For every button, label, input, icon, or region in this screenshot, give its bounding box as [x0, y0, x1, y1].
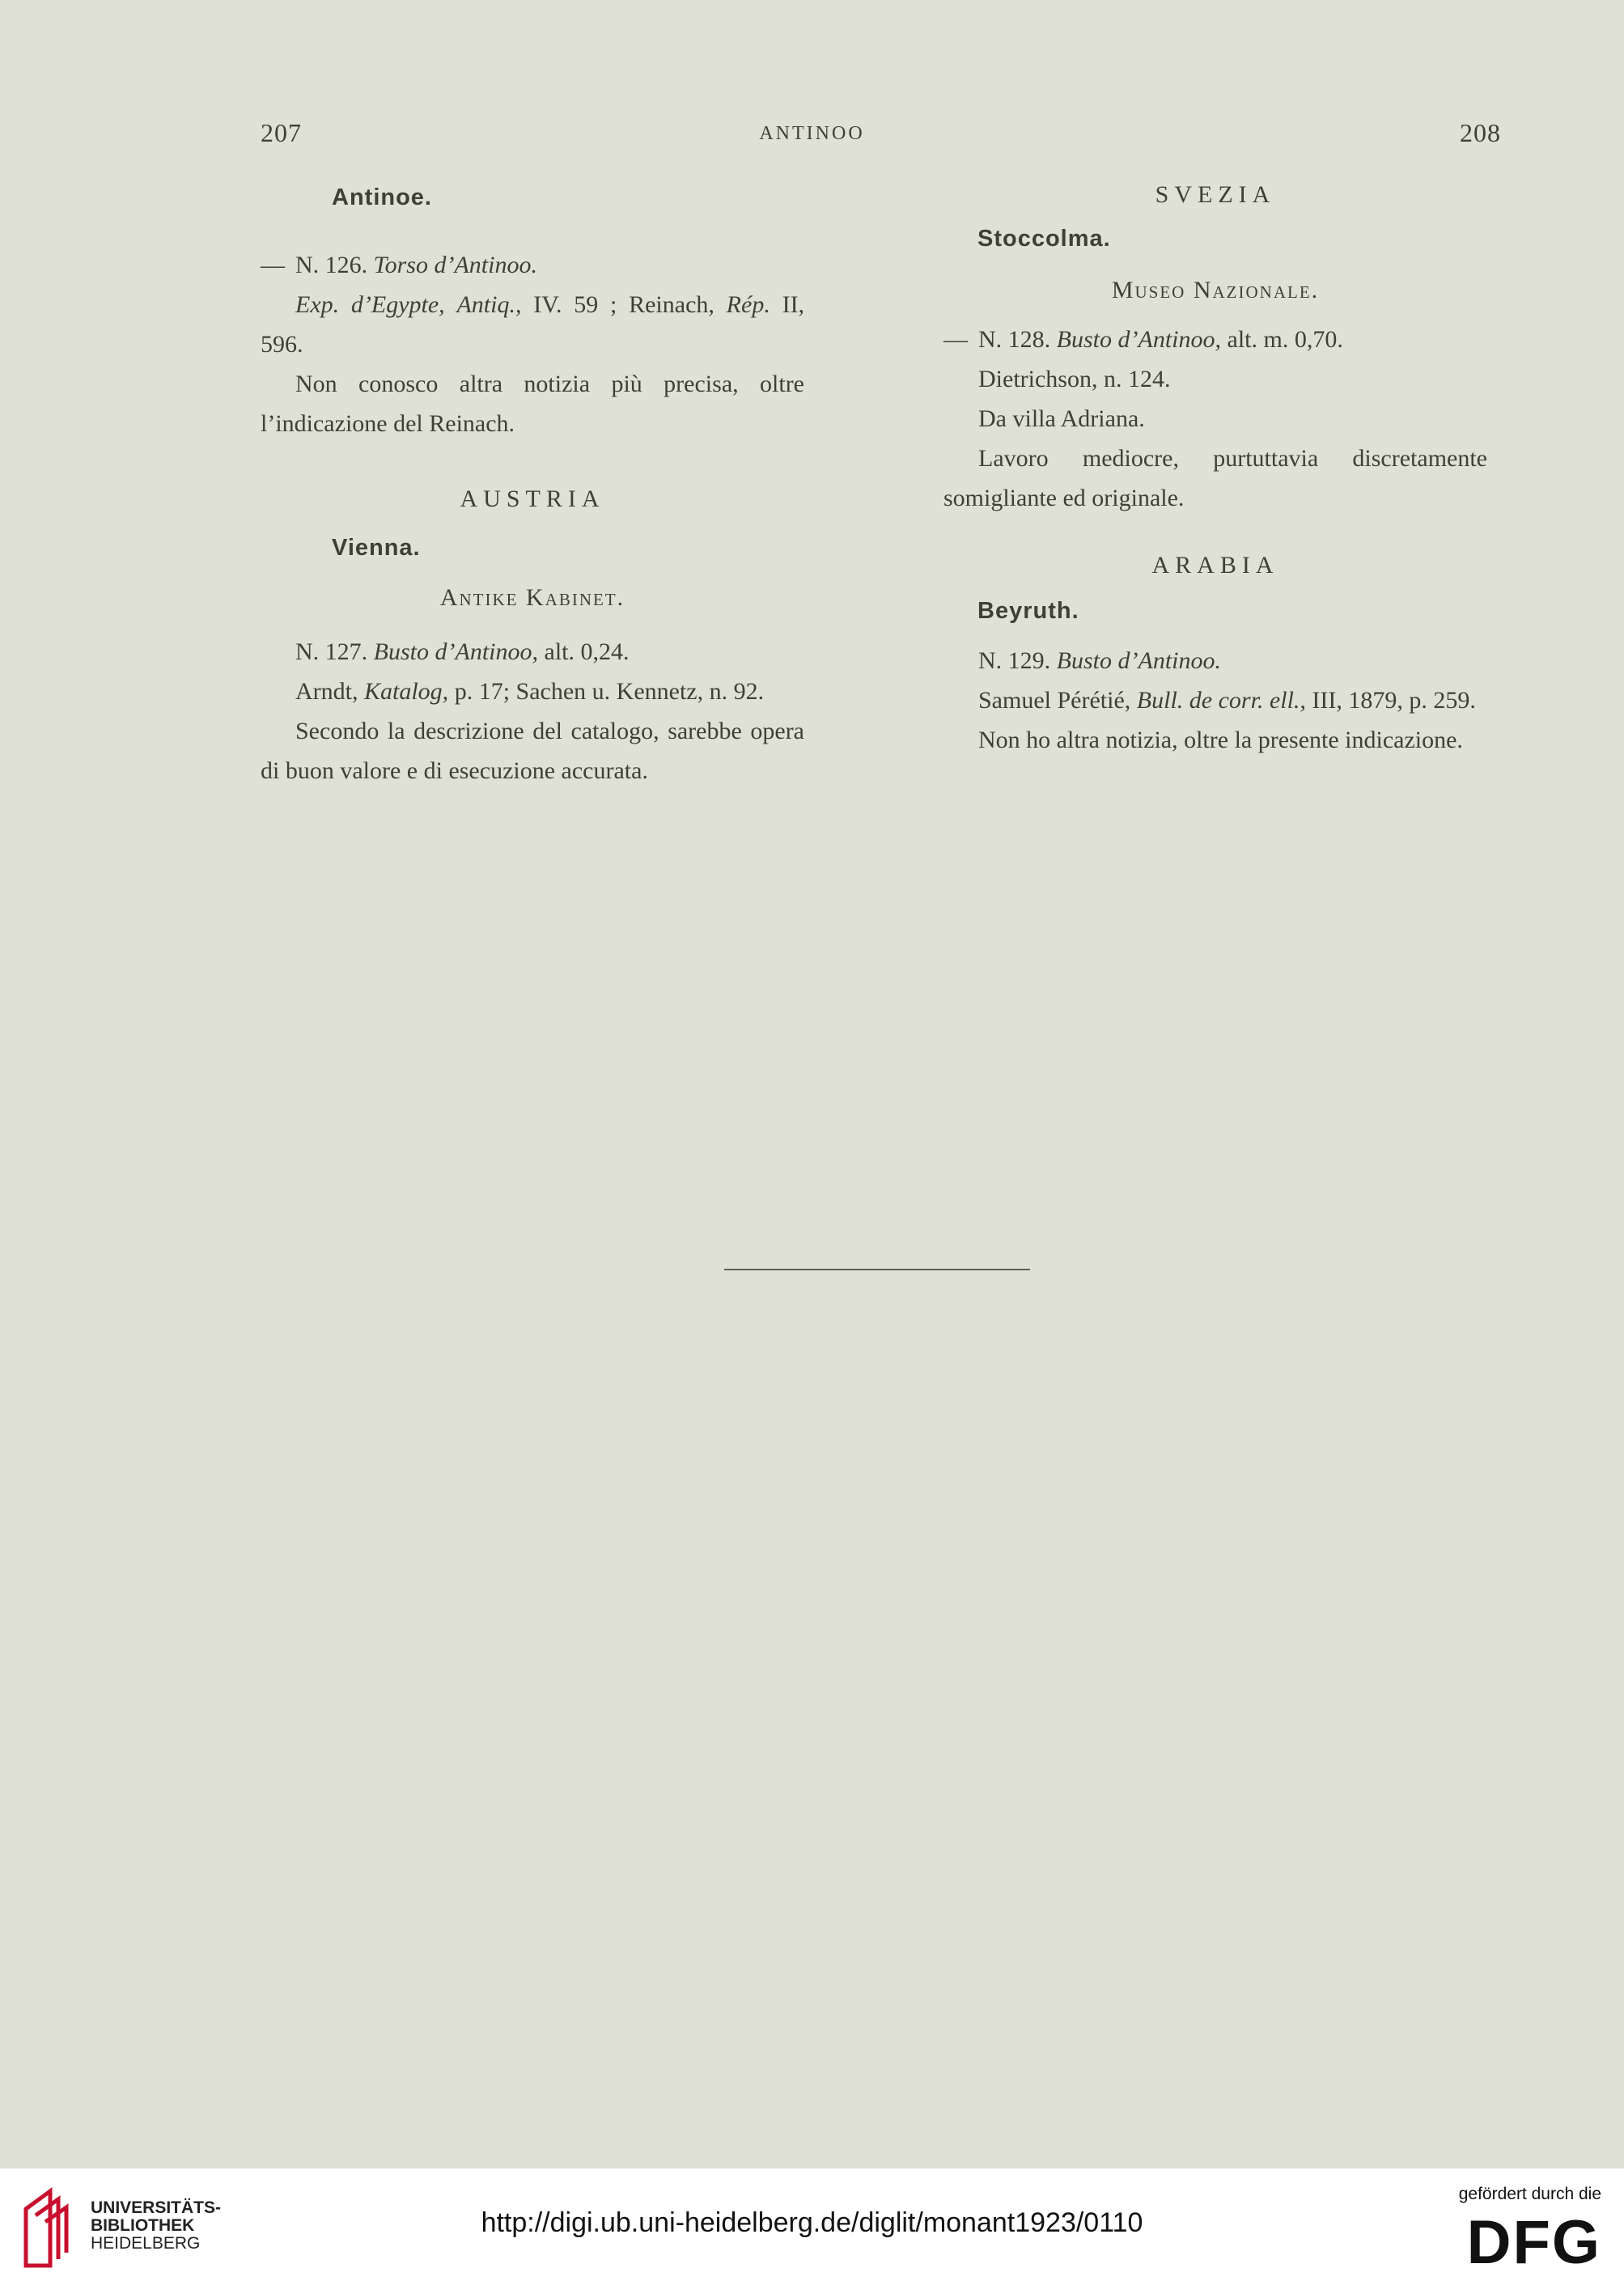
funded-by-label: gefördert durch die — [1458, 2185, 1601, 2203]
country-heading: SVEZIA — [1155, 181, 1276, 208]
entry-title: Torso d’Antinoo. — [373, 252, 537, 278]
ref-detail: II, 596. — [261, 291, 805, 358]
running-title: ANTINOO — [759, 123, 865, 144]
entry-title: Busto d’Antinoo, — [373, 638, 538, 665]
entry-dash: — — [261, 252, 285, 278]
entry-128-line — [943, 320, 1487, 359]
library-name-line: UNIVERSITÄTS- — [91, 2198, 222, 2217]
museum-heading: Antike Kabinet. — [439, 584, 625, 611]
country-heading: ARABIA — [1151, 552, 1279, 579]
entry-title: Busto d’Antinoo, — [1056, 326, 1221, 353]
end-rule — [724, 1269, 1030, 1270]
footer-bar — [0, 2168, 1624, 2285]
entry-127-note: Secondo la descrizione del catalogo, sarebbe opera di buon valore e di esecuzione accurata. — [261, 718, 804, 784]
library-name-line: BIBLIOTHEK — [91, 2216, 195, 2235]
entry-126-line — [261, 245, 804, 285]
entry-number: N. 129. — [978, 647, 1051, 674]
right-page-number: 208 — [1460, 118, 1501, 147]
entry-126-reference — [261, 285, 804, 364]
ref-detail: III, 1879, p. 259. — [1312, 687, 1476, 714]
permalink-url[interactable]: http://digi.ub.uni-heidelberg.de/diglit/monant1923/0110 — [481, 2207, 1143, 2238]
entry-number: N. 126. — [295, 252, 368, 278]
ref-work: Bull. de corr. ell., — [1136, 687, 1306, 714]
entry-128-note: Lavoro mediocre, purtuttavia discretamente somigliante ed originale. — [943, 445, 1487, 511]
left-page-number: 207 — [261, 118, 302, 147]
place-heading: Antinoe. — [332, 184, 432, 210]
dfg-logo: DFG — [1466, 2208, 1601, 2277]
entry-129-line — [943, 641, 1487, 680]
place-heading: Vienna. — [332, 535, 421, 561]
entry-129-reference — [943, 680, 1487, 720]
entry-number: N. 127. — [295, 638, 368, 665]
entry-127-reference — [261, 672, 804, 711]
ref-work: Rép. — [726, 291, 770, 318]
entry-height: alt. 0,24. — [544, 638, 630, 665]
entry-128-origin: Da villa Adriana. — [978, 405, 1145, 432]
ref-author: Arndt, — [295, 678, 358, 705]
entry-number: N. 128. — [978, 326, 1051, 353]
ref-author: Samuel Pérétié, — [978, 687, 1131, 714]
entry-dash: — — [943, 326, 968, 353]
entry-129-note: Non ho altra notizia, oltre la presente indicazione. — [978, 727, 1463, 753]
ref-detail: IV. 59 ; Reinach, — [533, 291, 714, 318]
library-name-line: HEIDELBERG — [91, 2234, 201, 2253]
country-heading: AUSTRIA — [460, 485, 605, 512]
place-heading: Beyruth. — [977, 598, 1079, 624]
entry-title: Busto d’Antinoo. — [1056, 647, 1221, 674]
left-column — [261, 178, 804, 791]
entry-127-line — [261, 632, 804, 672]
entry-128-reference: Dietrichson, n. 124. — [978, 366, 1171, 392]
entry-126-note: Non conosco altra notizia più precisa, oltre l’indicazione del Reinach. — [261, 371, 804, 437]
place-heading: Stoccolma. — [977, 226, 1111, 252]
right-column — [943, 175, 1487, 760]
museum-heading: Museo Nazionale. — [1111, 277, 1320, 303]
entry-height: alt. m. 0,70. — [1227, 326, 1343, 353]
ref-section: Antiq., — [456, 291, 522, 318]
ref-work: Katalog, — [364, 678, 449, 705]
ref-work: Exp. d’Egypte, — [295, 291, 445, 318]
ref-detail: p. 17; Sachen u. Kennetz, n. 92. — [454, 678, 765, 705]
